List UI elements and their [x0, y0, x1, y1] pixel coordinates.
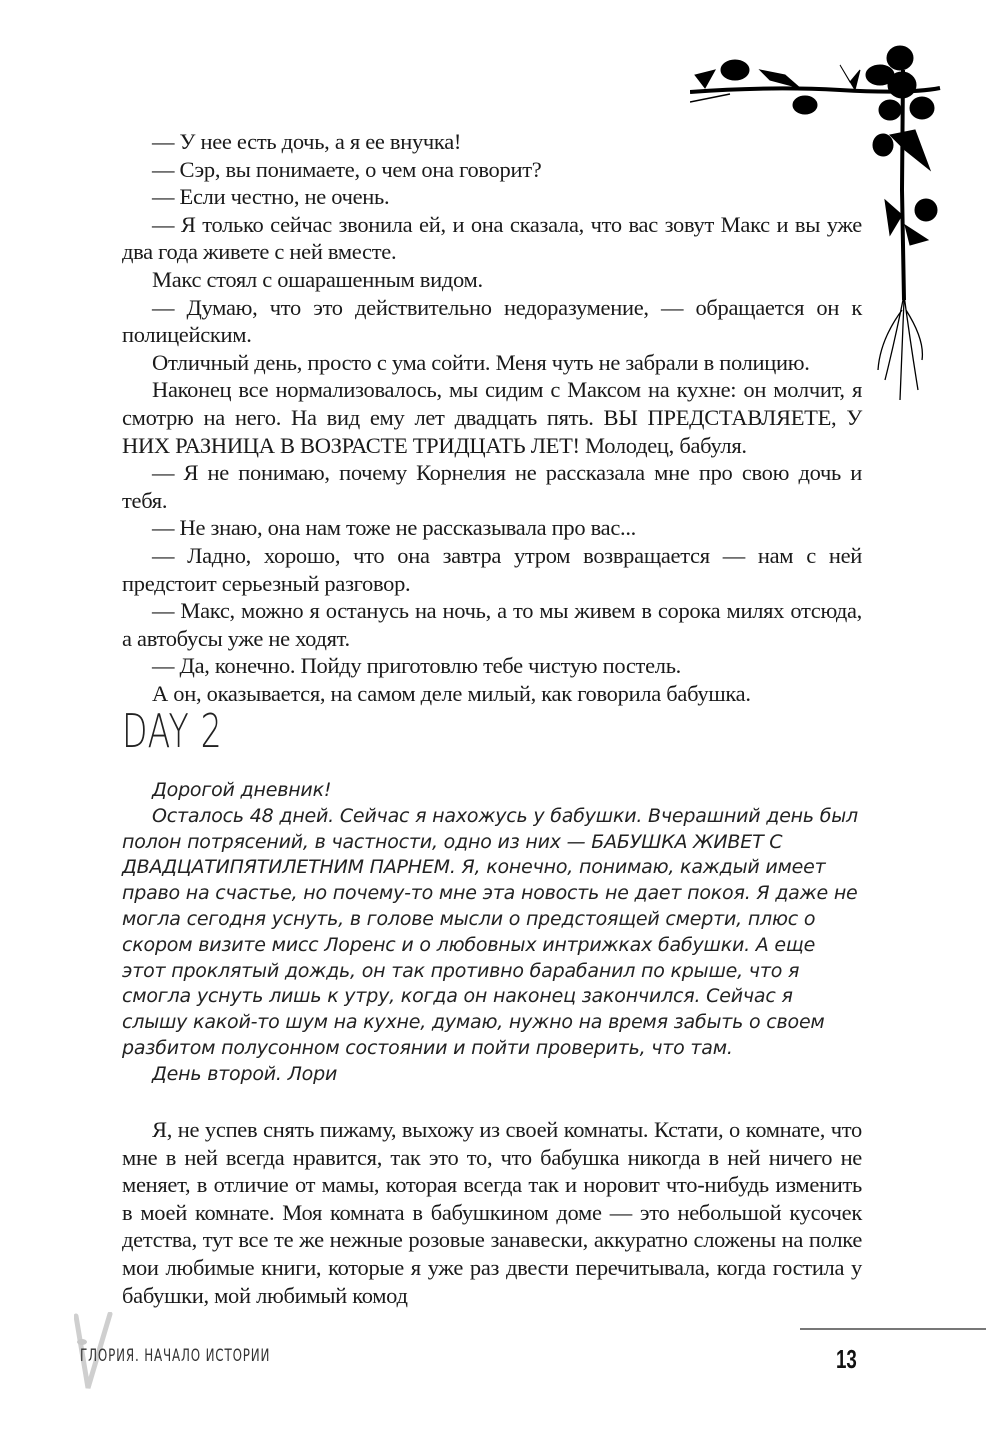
paragraph: — Да, конечно. Пойду приготовлю тебе чистую постель. [152, 653, 681, 679]
diary-entry [122, 778, 862, 1088]
paragraph: — Не знаю, она нам тоже не рассказывала про вас... [152, 515, 636, 541]
paragraph: — Если честно, не очень. [152, 184, 390, 210]
paragraph: — Я не понимаю, почему Корнелия не рассказала мне про свою дочь и тебя. [122, 460, 862, 513]
running-footer-title: ГЛОРИЯ. НАЧАЛО ИСТОРИИ [80, 1346, 271, 1366]
diary-signature: День второй. Лори [152, 1062, 338, 1085]
day-heading: DAY 2 [122, 704, 223, 758]
paragraph: Отличный день, просто с ума сойти. Меня чуть не забрали в полицию. [152, 349, 810, 375]
paragraph: — У нее есть дочь, а я ее внучка! [152, 129, 462, 154]
page-number: 13 [836, 1344, 857, 1374]
paragraph: — Я только сейчас звонила ей, и она сказала, что вас зовут Макс и вы уже два года живете с ней вместе. [122, 211, 862, 265]
prose-bottom [122, 1116, 862, 1309]
paragraph: — Макс, можно я останусь на ночь, а то мы живем в сорока милях отсюда, а автобусы уже не ходят. [122, 598, 862, 651]
paragraph: — Ладно, хорошо, что она завтра утром возвращается — нам с ней предстоит серьезный разговор. [122, 542, 862, 596]
diary-body: Осталось 48 дней. Сейчас я нахожусь у бабушки. Вчерашний день был полон потрясений, в частности, одно из них — БАБУШКА ЖИВЕТ С ДВАДЦАТИПЯТИЛЕТНИМ ПАРНЕМ. Я, конечно, понимаю, каждый имеет право на счастье, но почему-то мне эта новость не дает покоя. Я даже не могла сегодня уснуть, в голове мысли о предстоящей смерти, плюс о скором визите мисс Лоренс и о любовных интрижках бабушки. А еще этот проклятый дождь, он так противно барабанил по крыше, что я смогла уснуть лишь к утру, когда он наконец закончился. Сейчас я слышу какой-то шум на кухне, думаю, нужно на время забыть о своем разбитом полусонном состоянии и пойти проверить, что там. [122, 804, 859, 1059]
paragraph: Наконец все нормализовалось, мы сидим с Максом на кухне: он молчит, я смотрю на него. На вид ему лет двадцать пять. ВЫ ПРЕДСТАВЛЯЕТЕ, У НИХ РАЗНИЦА В ВОЗРАСТЕ ТРИДЦАТЬ ЛЕТ! Молодец, бабуля. [122, 377, 862, 458]
paragraph: Я, не успев снять пижаму, выхожу из своей комнаты. Кстати, о комнате, что мне в ней всегда нравится, так это то, что бабушка никогда в ней ничего не меняет, в отличие от мамы, которая всегда так и норовит что-нибудь изменить в моей комнате. Моя комната в бабушкином доме — это небольшой кусочек детства, тут все те же нежные розовые занавески, аккуратно сложены на полке мои любимые книги, которые я уже раз двести перечитывала, когда гостила у бабушки, мой любимый комод [122, 1117, 862, 1308]
footer-divider [800, 1328, 986, 1330]
diary-greeting: Дорогой дневник! [152, 779, 332, 801]
paragraph: А он, оказывается, на самом деле милый, как говорила бабушка. [152, 680, 751, 706]
paragraph: Макс стоял с ошарашенным видом. [152, 266, 483, 292]
paragraph: — Сэр, вы понимаете, о чем она говорит? [152, 156, 542, 182]
paragraph: — Думаю, что это действительно недоразумение, — обращается он к полицейским. [122, 294, 862, 348]
prose-top [122, 128, 862, 707]
